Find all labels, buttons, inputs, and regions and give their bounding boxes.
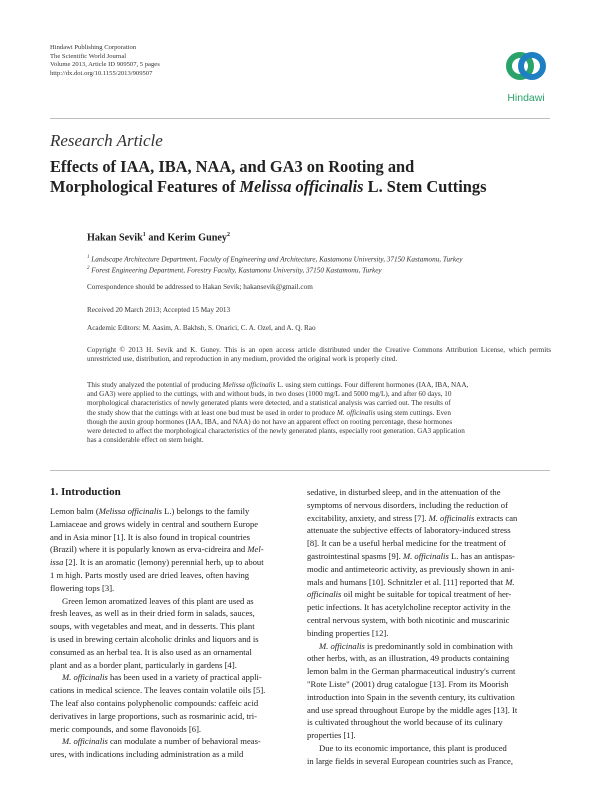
volume-line: Volume 2013, Article ID 909507, 5 pages	[50, 61, 160, 69]
text-line: binding properties [12].	[307, 627, 389, 638]
abstract-line: though the auxin group hormones (IAA, IBA, and NAA) do not have an apparent effect on rooting percentage, these hormones	[87, 417, 453, 426]
text-line: 1 m high. Parts mostly used are dried leaves, often having	[50, 569, 250, 580]
journal-header	[50, 44, 350, 78]
copyright-notice: Copyright © 2013 H. Sevik and K. Guney. This is an open access article distributed under the Creative Commons Attribution License, which permits unrestricted use, distribution, and reproduction in any medium, provided the original work is properly cited.	[87, 346, 551, 364]
paper-title	[50, 157, 560, 197]
text-line: soups, with vegetables and meat, and in desserts. This plant	[50, 621, 255, 632]
abstract-line: were detected to affect the morphological characteristics of the newly generated plants, especially root generation. GA3 application	[87, 427, 465, 436]
abstract-line: This study analyzed the potential of producing Melissa officinalis L. using stem cuttings. Four different hormones (IAA, IBA, NAA,	[87, 381, 469, 389]
affiliation-2: $^2$ Forest Engineering Department, Forestry Faculty, Kastamonu University, 37150 Kastamonu, Turkey	[87, 266, 382, 275]
abstract-line: morphological characteristics of newly generated plants were detected, and a statistical analysis was carried out. The results of	[87, 399, 451, 408]
received-dates: Received 20 March 2013; Accepted 15 May 2013	[87, 306, 231, 314]
journal-name: The Scientific World Journal	[50, 52, 127, 60]
text-line: [8]. It can be a useful herbal medicine for the treatment of	[307, 538, 506, 549]
text-line: mals and humans [10]. Schnitzler et al. [11] reported that M.	[307, 576, 515, 587]
author-2[interactable]: Kerim Guney	[167, 232, 228, 244]
text-line: sedative, in disturbed sleep, and in the attenuation of the	[307, 487, 501, 497]
text-line: cations in medical science. The leaves contain volatile oils [5].	[50, 685, 266, 696]
section-heading: 1. Introduction	[50, 486, 121, 498]
publisher: Hindawi Publishing Corporation	[50, 44, 137, 51]
text-line: meric compounds, and some flavonoids [6].	[50, 723, 202, 734]
affiliation-1: $^1$ Landscape Architecture Department, Faculty of Engineering and Architecture, Kastamonu University, 37150 Kastamonu, Turkey	[87, 255, 463, 264]
text-line: and in Asia minor [1]. It is also found in tropical countries	[50, 531, 251, 542]
text-line: is used in brewing certain alcoholic drinks and liquors and is	[50, 633, 259, 644]
text-line: consumed as an herbal tea. It is also used as an ornamental	[50, 646, 252, 657]
article-type: Research Article	[50, 131, 163, 150]
text-line: "Rote Liste" (2001) drug catalogue [13]. From its Moorish	[307, 678, 509, 689]
text-line: officinalis oil might be suitable for topical treatment of her-	[307, 589, 512, 600]
abstract-line: the study show that the cuttings with at least one bud must be used in order to produce M. officinalis using stem cuttings. Even	[87, 408, 451, 417]
text-line: flowering tops [3].	[50, 582, 115, 593]
text-line: Lamiaceae and grows widely in central and southern Europe	[50, 518, 259, 529]
text-line: issa [2]. It is an aromatic (lemony) perennial herb, up to about	[50, 557, 264, 568]
text-line: excitability, anxiety, and stress [7]. M. officinalis extracts can	[307, 512, 518, 523]
title-line-1: Effects of IAA, IBA, NAA, and GA3 on Rooting and	[50, 157, 415, 176]
text-line: other herbs, with, as an illustration, 49 products containing	[307, 653, 510, 664]
academic-editors: Academic Editors: M. Aasim, A. Bakhsh, S. Onarici, C. A. Ozel, and A. Q. Rao	[87, 324, 316, 332]
text-line: (Brazil) where it is popularly known as erva-cidreira and Mel-	[50, 544, 264, 555]
text-line: fresh leaves, as well as in their dried form in salads, sauces,	[50, 608, 255, 619]
body-column-left	[50, 505, 293, 761]
correspondence: Correspondence should be addressed to Hakan Sevik; hakansevik@gmail.com	[87, 283, 313, 291]
header-divider	[50, 118, 550, 119]
abstract-line: and GA3) were applied to the cuttings, with and without buds, in two doses (1000 mg/L and 5000 mg/L), and after 60 days, 10	[87, 390, 452, 399]
text-line: attenuate the subjective effects of laboratory-induced stress	[307, 525, 511, 536]
hindawi-logo-icon	[496, 42, 556, 92]
text-line: is cultivated throughout the world because of its culinary	[307, 717, 503, 728]
text-line: The leaf also contains polyphenolic compounds: caffeic acid	[50, 697, 259, 708]
text-line: M. officinalis is predominantly sold in combination with	[319, 640, 513, 651]
body-column-right	[307, 486, 550, 768]
text-line: M. officinalis can modulate a number of behavioral meas-	[62, 736, 261, 747]
hindawi-logo	[496, 42, 556, 110]
text-line: properties [1].	[307, 730, 356, 741]
text-line: symptoms of nervous disorders, including the reduction of	[307, 499, 508, 510]
text-line: Due to its economic importance, this plant is produced	[319, 742, 507, 753]
logo-text: Hindawi	[507, 92, 545, 104]
text-line: gastrointestinal spasms [9]. M. officinalis L. has an antispas-	[307, 550, 515, 561]
abstract-divider	[50, 470, 550, 471]
text-line: Lemon balm (Melissa officinalis L.) belongs to the family	[50, 506, 250, 516]
text-line: in large fields in several European countries such as France,	[307, 755, 514, 766]
text-line: Green lemon aromatized leaves of this plant are used as	[62, 595, 254, 606]
text-line: M. officinalis has been used in a variety of practical appli-	[62, 672, 262, 683]
author-1[interactable]: Hakan Sevik	[87, 232, 143, 244]
doi-link[interactable]: http://dx.doi.org/10.1155/2013/909507	[50, 69, 153, 77]
text-line: introduction into Spain in the seventh century, its cultivation	[307, 691, 515, 702]
text-line: central nervous system, with both nicotinic and muscarinic	[307, 614, 510, 625]
title-line-2: Morphological Features of Melissa officinalis L. Stem Cuttings	[50, 177, 487, 196]
text-line: petic infections. It has acetylcholine receptor activity in the	[307, 602, 511, 613]
text-line: lemon balm in the German pharmaceutical industry's current	[307, 666, 516, 677]
abstract	[87, 381, 551, 445]
text-line: derivatives in large proportions, such as rosmarinic acid, tri-	[50, 710, 257, 721]
text-line: ures, with indications including administration as a mild	[50, 749, 244, 760]
author-list: Hakan Sevik$^1$ and Kerim Guney$^2$	[87, 232, 231, 244]
abstract-line: has a considerable effect on stem height.	[87, 436, 204, 445]
text-line: and use spread throughout Europe by the middle ages [13]. It	[307, 704, 518, 715]
text-line: modic and antimeteoric activity, as previously shown in ani-	[307, 563, 515, 574]
text-line: plant and as a border plant, particularly in gardens [4].	[50, 659, 237, 670]
